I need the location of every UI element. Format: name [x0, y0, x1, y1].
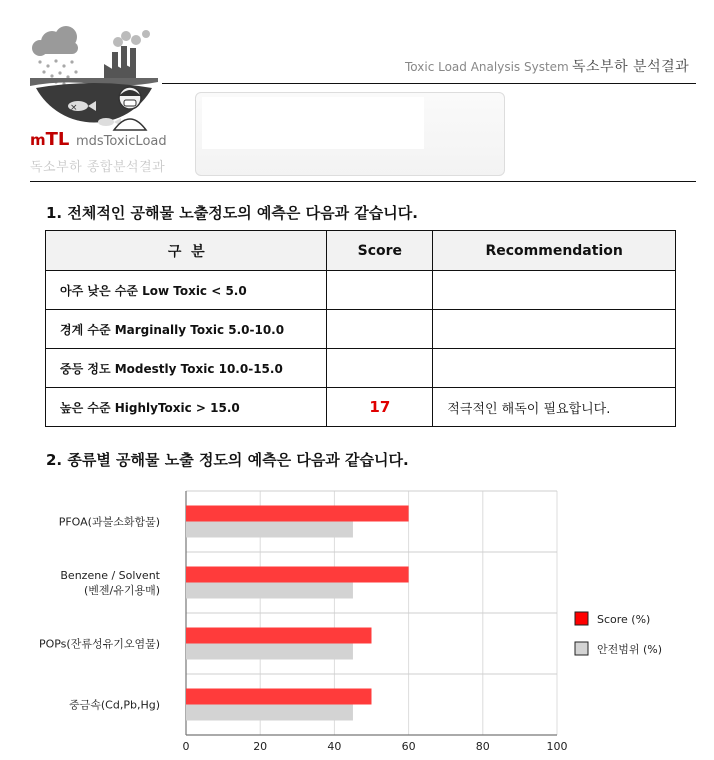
legend-label: 안전범위 (%) — [597, 643, 663, 656]
col-recommendation: Recommendation — [433, 231, 676, 271]
patient-info-inner — [202, 97, 424, 149]
brand-logo — [30, 129, 69, 150]
table-row — [46, 388, 676, 427]
safe-range-bar — [186, 644, 353, 660]
x-tick-label: 40 — [327, 740, 342, 753]
logo-m: m — [30, 131, 46, 149]
table-row — [46, 310, 676, 349]
recommendation-cell — [433, 271, 676, 310]
x-tick-label: 60 — [401, 740, 416, 753]
category-label: Benzene / Solvent — [60, 569, 160, 582]
level-cell: 높은 수준 HighlyToxic > 15.0 — [46, 388, 327, 427]
product-name: mdsToxicLoad — [76, 134, 167, 149]
system-name: Toxic Load Analysis System — [405, 60, 569, 74]
category-label: (벤젠/유기용매) — [83, 584, 160, 597]
safe-range-bar — [186, 705, 353, 721]
safe-range-bar — [186, 522, 353, 538]
score-cell — [327, 271, 433, 310]
recommendation-cell: 적극적인 해독이 필요합니다. — [433, 388, 676, 427]
col-score: Score — [327, 231, 433, 271]
x-tick-label: 0 — [182, 740, 190, 753]
table-header-row — [46, 231, 676, 271]
exposure-bar-chart — [0, 480, 714, 760]
legend-swatch — [575, 612, 588, 625]
score-bar — [186, 689, 372, 705]
level-cell: 중등 정도 Modestly Toxic 10.0-15.0 — [46, 349, 327, 388]
section1-heading: 1. 전체적인 공해물 노출정도의 예측은 다음과 같습니다. — [46, 204, 418, 222]
score-cell — [327, 310, 433, 349]
x-tick-label: 20 — [253, 740, 268, 753]
safe-range-bar — [186, 583, 353, 599]
legend-swatch — [575, 642, 588, 655]
legend-label: Score (%) — [597, 613, 651, 626]
table-row — [46, 349, 676, 388]
recommendation-cell — [433, 349, 676, 388]
svg-text:×: × — [70, 103, 78, 113]
brand-subtitle: 독소부하 종합분석결과 — [30, 160, 166, 175]
toxic-level-table — [45, 230, 676, 427]
level-cell: 아주 낮은 수준 Low Toxic < 5.0 — [46, 271, 327, 310]
level-cell: 경계 수준 Marginally Toxic 5.0-10.0 — [46, 310, 327, 349]
x-tick-label: 100 — [546, 740, 568, 753]
patient-info-box — [195, 92, 505, 176]
col-category: 구 분 — [46, 231, 327, 271]
header-divider — [162, 83, 696, 84]
score-cell: 17 — [327, 388, 433, 427]
score-bar — [186, 628, 372, 644]
logo-tl: TL — [45, 129, 70, 150]
category-label: PFOA(과불소화합물) — [58, 515, 160, 529]
category-label: POPs(잔류성유기오염물) — [38, 637, 160, 651]
section-divider — [30, 181, 696, 182]
section2-heading: 2. 종류별 공해물 노출 정도의 예측은 다음과 같습니다. — [46, 451, 409, 469]
score-bar — [186, 506, 409, 522]
x-tick-label: 80 — [475, 740, 490, 753]
category-label: 중금속(Cd,Pb,Hg) — [69, 698, 160, 712]
score-cell — [327, 349, 433, 388]
report-title: 독소부하 분석결과 — [572, 59, 690, 75]
recommendation-cell — [433, 310, 676, 349]
table-row — [46, 271, 676, 310]
score-bar — [186, 567, 409, 583]
